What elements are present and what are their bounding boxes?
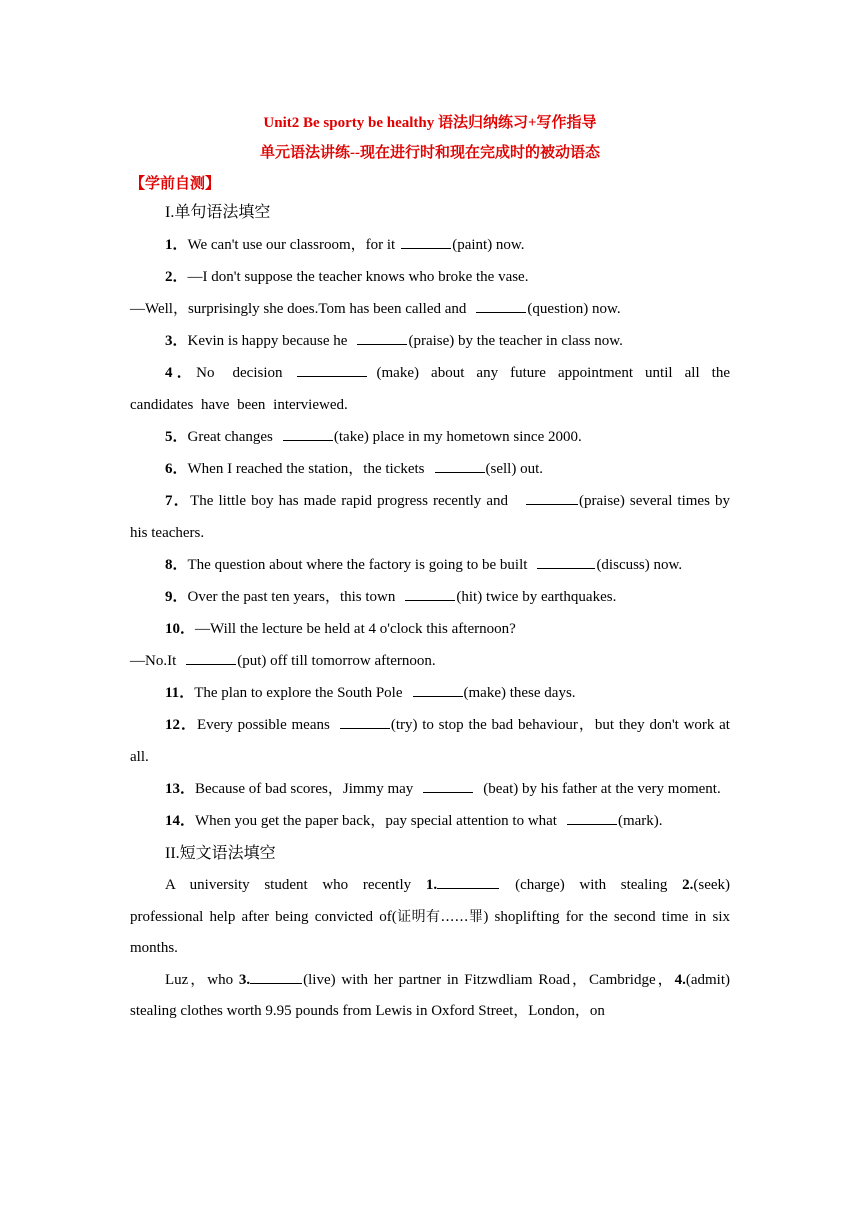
passage-text: (live) with her partner in Fitzwdliam Road，Cambridge， [303,971,675,988]
blank-number: 3. [238,971,251,988]
question-number: 12 [165,717,180,733]
question-text: Kevin is happy because he [187,333,348,349]
question-text: —Will the lecture be held at 4 o'clock this afternoon? [195,621,516,637]
passage-text: A university student who recently [165,877,412,893]
question-text: The little boy has made rapid progress recently and [190,493,509,509]
question-text: When you get the paper back，pay special attention to what [195,813,557,829]
question-text: Great changes [187,429,273,445]
question-text: The question about where the factory is going to be built [187,557,528,573]
answer-blank[interactable] [413,695,463,697]
question-text: Every possible means [197,717,330,733]
answer-blank[interactable] [357,343,407,345]
question-text: (mark). [617,813,663,829]
question-item: 10．—Will the lecture be held at 4 o'clock this afternoon? [165,621,516,637]
question-number: 10 [165,621,180,637]
question-number: 6 [165,461,173,477]
answer-blank[interactable] [405,599,455,601]
passage-paragraph [130,965,730,1028]
answer-blank[interactable] [537,567,595,569]
answer-blank[interactable] [567,823,617,825]
part1-heading: I.单句语法填空 [165,204,271,221]
answer-blank[interactable] [423,791,473,793]
answer-blank[interactable] [250,982,302,984]
passage-text: ) shoplifting for the second time in six months. [130,908,730,956]
answer-blank[interactable] [435,471,485,473]
passage-text: (seek) professional help after being convicted of( [130,877,731,925]
question-number: 8 [165,557,173,573]
question-item: 6．When I reached the station，the tickets (sell) out. [165,461,544,477]
question-number: 9 [165,589,173,605]
question-number: 1 [165,237,173,253]
question-item: 7．The little boy has made rapid progress recently and (praise) several times by his teachers. [130,493,730,541]
question-text: We can't use our classroom，for it [187,237,396,253]
question-number: 3 [165,333,173,349]
question-number: 11 [165,685,180,701]
question-number: 2 [165,269,173,285]
answer-blank[interactable] [526,503,578,505]
answer-blank[interactable] [476,311,526,313]
question-item: 4．No decision (make) about any future appointment until all the candidates have been interviewed. [130,365,730,413]
passage-text: Luz，who [165,971,234,988]
question-text: (discuss) now. [596,557,683,573]
question-text: —I don't suppose the teacher knows who broke the vase. [187,269,529,285]
question-item: 8．The question about where the factory is going to be built (discuss) now. [165,557,683,573]
question-number: 5 [165,429,173,445]
blank-number: 4. [674,971,686,988]
answer-blank[interactable] [297,375,367,377]
question-item: 3．Kevin is happy because he (praise) by the teacher in class now. [165,333,623,349]
section-tag: 【学前自测】 [130,176,221,192]
question-text: (praise) several times by his teachers. [130,493,730,541]
passage-paragraph [130,870,730,965]
question-continuation [130,645,730,677]
question-item: 1．We can't use our classroom，for it (paint) now. [165,237,525,253]
document-subtitle: 单元语法讲练--现在进行时和现在完成时的被动语态 [260,145,600,161]
question-text: —Well，surprisingly she does.Tom has been called and [130,301,467,317]
document-page [130,108,730,1028]
blank-number: 1. [425,877,438,893]
passage-text: (admit) stealing clothes worth 9.95 pounds from Lewis in Oxford Street，London，on [130,971,731,1019]
question-number: 4 [165,365,173,381]
question-text: (praise) by the teacher in class now. [408,333,623,349]
question-item: 13．Because of bad scores，Jimmy may (beat) by his father at the very moment. [165,781,721,797]
document-title: Unit2 Be sporty be healthy 语法归纳练习+写作指导 [263,115,597,131]
question-text: The plan to explore the South Pole [194,685,403,701]
answer-blank[interactable] [283,439,333,441]
question-item: 5．Great changes (take) place in my hometown since 2000. [165,429,582,445]
question-item: 2．—I don't suppose the teacher knows who broke the vase. [165,269,529,285]
question-text: Over the past ten years，this town [187,589,396,605]
question-text: (beat) by his father at the very moment. [483,781,721,797]
question-number: 7 [165,493,173,509]
question-text: (make) these days. [463,685,576,701]
question-number: 13 [165,781,180,797]
question-text: When I reached the station，the tickets [187,461,425,477]
question-item: 12．Every possible means (try) to stop the bad behaviour，but they don't work at all. [130,717,730,765]
passage-annotation: 证明有……罪 [396,908,484,925]
answer-blank[interactable] [340,727,390,729]
question-item: 14．When you get the paper back，pay special attention to what (mark). [165,813,663,829]
question-text: (put) off till tomorrow afternoon. [237,653,436,669]
question-text: (paint) now. [452,237,525,253]
passage-text: (charge) with stealing [515,877,668,893]
blank-number: 2. [682,877,694,893]
question-continuation [130,293,730,325]
question-text: No decision [196,365,283,381]
question-text: Because of bad scores，Jimmy may [195,781,414,797]
question-item: 11．The plan to explore the South Pole (make) these days. [165,685,576,701]
answer-blank[interactable] [186,663,236,665]
question-text: (make) about any future appointment until all the candidates have been interviewed. [130,365,730,413]
question-text: (hit) twice by earthquakes. [456,589,617,605]
answer-blank[interactable] [437,887,499,889]
question-number: 14 [165,813,180,829]
question-text: (try) to stop the bad behaviour，but they don't work at all. [130,717,730,765]
question-text: (take) place in my hometown since 2000. [333,429,582,445]
answer-blank[interactable] [401,247,451,249]
question-text: (sell) out. [485,461,544,477]
question-item: 9．Over the past ten years，this town (hit) twice by earthquakes. [165,589,617,605]
question-text: —No.It [130,653,177,669]
question-text: (question) now. [527,301,621,317]
part2-heading: II.短文语法填空 [165,845,276,862]
